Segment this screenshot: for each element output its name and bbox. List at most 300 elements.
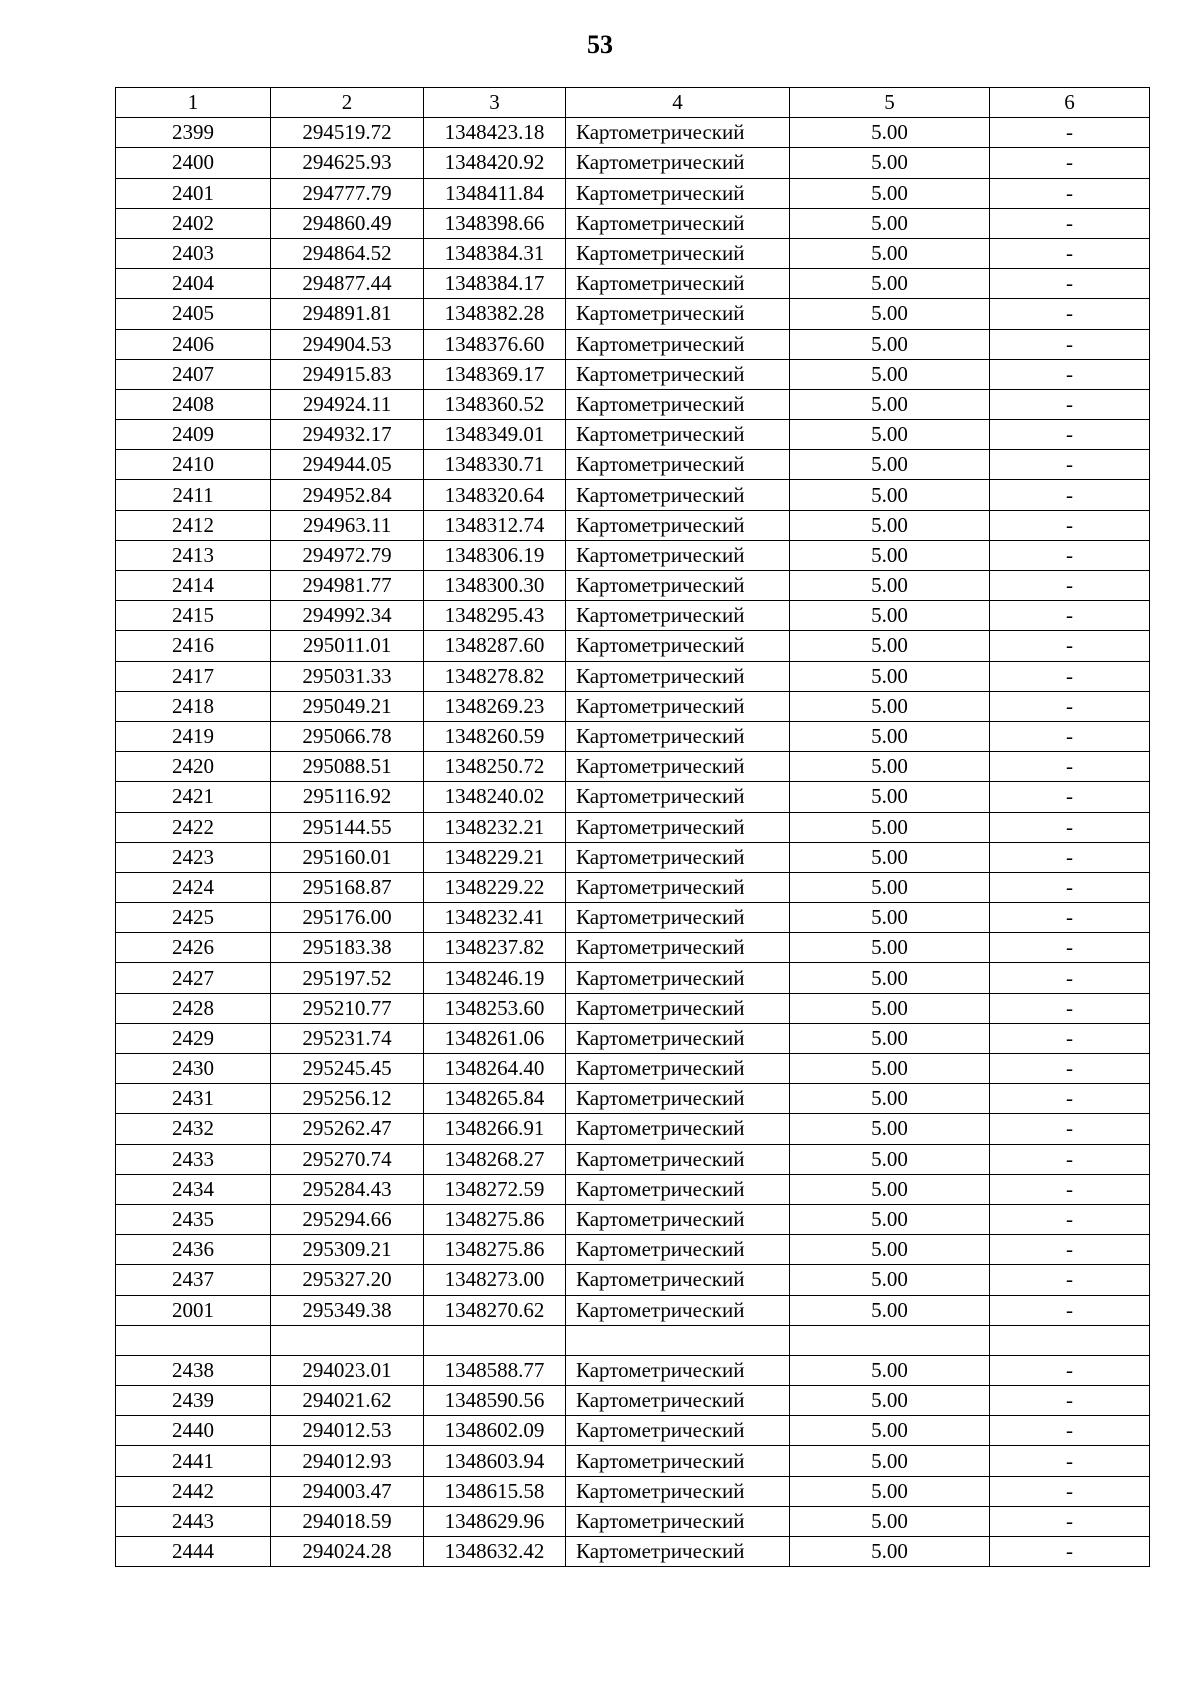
table-row xyxy=(116,1204,1150,1234)
table-row xyxy=(116,1114,1150,1144)
note-cell: - xyxy=(990,420,1150,450)
point-number-cell: 2400 xyxy=(116,148,271,178)
table-row xyxy=(116,1054,1150,1084)
table-row xyxy=(116,842,1150,872)
method-cell: Картометрический xyxy=(566,1114,790,1144)
point-number-cell: 2423 xyxy=(116,842,271,872)
y-coordinate-cell: 1348261.06 xyxy=(424,1023,566,1053)
accuracy-cell: 5.00 xyxy=(790,540,990,570)
y-coordinate-cell: 1348632.42 xyxy=(424,1537,566,1567)
x-coordinate-cell: 294012.93 xyxy=(271,1446,424,1476)
table-row xyxy=(116,571,1150,601)
method-cell: Картометрический xyxy=(566,691,790,721)
accuracy-cell: 5.00 xyxy=(790,1084,990,1114)
point-number-cell: 2432 xyxy=(116,1114,271,1144)
point-number-cell: 2442 xyxy=(116,1476,271,1506)
method-cell: Картометрический xyxy=(566,1446,790,1476)
y-coordinate-cell: 1348312.74 xyxy=(424,510,566,540)
point-number-cell: 2430 xyxy=(116,1054,271,1084)
note-cell: - xyxy=(990,1355,1150,1385)
method-cell: Картометрический xyxy=(566,903,790,933)
accuracy-cell: 5.00 xyxy=(790,389,990,419)
method-cell: Картометрический xyxy=(566,782,790,812)
accuracy-cell: 5.00 xyxy=(790,782,990,812)
point-number-cell: 2422 xyxy=(116,812,271,842)
x-coordinate-cell: 294944.05 xyxy=(271,450,424,480)
y-coordinate-cell: 1348376.60 xyxy=(424,329,566,359)
table-row xyxy=(116,359,1150,389)
method-cell: Картометрический xyxy=(566,1506,790,1536)
x-coordinate-cell: 294625.93 xyxy=(271,148,424,178)
y-coordinate-cell xyxy=(424,1325,566,1355)
point-number-cell: 2415 xyxy=(116,601,271,631)
y-coordinate-cell: 1348306.19 xyxy=(424,540,566,570)
method-cell: Картометрический xyxy=(566,1476,790,1506)
method-cell: Картометрический xyxy=(566,752,790,782)
method-cell: Картометрический xyxy=(566,1023,790,1053)
point-number-cell: 2416 xyxy=(116,631,271,661)
point-number-cell: 2417 xyxy=(116,661,271,691)
note-cell: - xyxy=(990,299,1150,329)
table-row xyxy=(116,1537,1150,1567)
point-number-cell: 2433 xyxy=(116,1144,271,1174)
point-number-cell: 2426 xyxy=(116,933,271,963)
note-cell: - xyxy=(990,148,1150,178)
method-cell: Картометрический xyxy=(566,1537,790,1567)
table-row xyxy=(116,1265,1150,1295)
method-cell: Картометрический xyxy=(566,1174,790,1204)
y-coordinate-cell: 1348615.58 xyxy=(424,1476,566,1506)
table-row xyxy=(116,1386,1150,1416)
point-number-cell: 2444 xyxy=(116,1537,271,1567)
method-cell: Картометрический xyxy=(566,1144,790,1174)
y-coordinate-cell: 1348268.27 xyxy=(424,1144,566,1174)
x-coordinate-cell: 295231.74 xyxy=(271,1023,424,1053)
y-coordinate-cell: 1348330.71 xyxy=(424,450,566,480)
y-coordinate-cell: 1348295.43 xyxy=(424,601,566,631)
note-cell: - xyxy=(990,963,1150,993)
accuracy-cell: 5.00 xyxy=(790,1174,990,1204)
y-coordinate-cell: 1348278.82 xyxy=(424,661,566,691)
accuracy-cell: 5.00 xyxy=(790,480,990,510)
table-row xyxy=(116,752,1150,782)
x-coordinate-cell: 295256.12 xyxy=(271,1084,424,1114)
note-cell: - xyxy=(990,872,1150,902)
accuracy-cell: 5.00 xyxy=(790,1476,990,1506)
point-number-cell: 2412 xyxy=(116,510,271,540)
point-number-cell: 2405 xyxy=(116,299,271,329)
point-number-cell: 2403 xyxy=(116,238,271,268)
note-cell: - xyxy=(990,1144,1150,1174)
accuracy-cell: 5.00 xyxy=(790,631,990,661)
point-number-cell: 2436 xyxy=(116,1235,271,1265)
y-coordinate-cell: 1348275.86 xyxy=(424,1235,566,1265)
table-row xyxy=(116,118,1150,148)
method-cell: Картометрический xyxy=(566,510,790,540)
x-coordinate-cell: 294012.53 xyxy=(271,1416,424,1446)
table-row xyxy=(116,389,1150,419)
table-row xyxy=(116,1295,1150,1325)
table-row xyxy=(116,1023,1150,1053)
header-row xyxy=(116,88,1150,118)
x-coordinate-cell: 295144.55 xyxy=(271,812,424,842)
note-cell: - xyxy=(990,571,1150,601)
table-row xyxy=(116,1355,1150,1385)
table-row xyxy=(116,1446,1150,1476)
y-coordinate-cell: 1348420.92 xyxy=(424,148,566,178)
table-row xyxy=(116,1084,1150,1114)
accuracy-cell: 5.00 xyxy=(790,1416,990,1446)
point-number-cell: 2409 xyxy=(116,420,271,450)
x-coordinate-cell: 294904.53 xyxy=(271,329,424,359)
table-row xyxy=(116,993,1150,1023)
table-row xyxy=(116,329,1150,359)
table-row xyxy=(116,480,1150,510)
table-row xyxy=(116,450,1150,480)
note-cell: - xyxy=(990,752,1150,782)
accuracy-cell: 5.00 xyxy=(790,238,990,268)
y-coordinate-cell: 1348229.21 xyxy=(424,842,566,872)
x-coordinate-cell: 295210.77 xyxy=(271,993,424,1023)
accuracy-cell: 5.00 xyxy=(790,872,990,902)
x-coordinate-cell: 295270.74 xyxy=(271,1144,424,1174)
point-number-cell: 2439 xyxy=(116,1386,271,1416)
x-coordinate-cell: 294777.79 xyxy=(271,178,424,208)
y-coordinate-cell: 1348250.72 xyxy=(424,752,566,782)
x-coordinate-cell: 295176.00 xyxy=(271,903,424,933)
x-coordinate-cell: 294932.17 xyxy=(271,420,424,450)
method-cell: Картометрический xyxy=(566,1054,790,1084)
table-header xyxy=(116,88,1150,118)
note-cell: - xyxy=(990,1114,1150,1144)
header-cell-4: 4 xyxy=(566,88,790,118)
method-cell: Картометрический xyxy=(566,420,790,450)
y-coordinate-cell: 1348369.17 xyxy=(424,359,566,389)
y-coordinate-cell: 1348384.31 xyxy=(424,238,566,268)
y-coordinate-cell: 1348382.28 xyxy=(424,299,566,329)
accuracy-cell: 5.00 xyxy=(790,359,990,389)
note-cell: - xyxy=(990,903,1150,933)
y-coordinate-cell: 1348253.60 xyxy=(424,993,566,1023)
table-body xyxy=(116,118,1150,1567)
x-coordinate-cell: 295262.47 xyxy=(271,1114,424,1144)
table-row xyxy=(116,178,1150,208)
method-cell: Картометрический xyxy=(566,480,790,510)
accuracy-cell: 5.00 xyxy=(790,1506,990,1536)
point-number-cell: 2408 xyxy=(116,389,271,419)
point-number-cell: 2425 xyxy=(116,903,271,933)
note-cell: - xyxy=(990,933,1150,963)
point-number-cell: 2435 xyxy=(116,1204,271,1234)
header-cell-6: 6 xyxy=(990,88,1150,118)
note-cell: - xyxy=(990,329,1150,359)
x-coordinate-cell: 295245.45 xyxy=(271,1054,424,1084)
point-number-cell: 2424 xyxy=(116,872,271,902)
x-coordinate-cell: 294018.59 xyxy=(271,1506,424,1536)
table-row xyxy=(116,1235,1150,1265)
table-row xyxy=(116,721,1150,751)
point-number-cell: 2399 xyxy=(116,118,271,148)
note-cell xyxy=(990,1325,1150,1355)
x-coordinate-cell: 294915.83 xyxy=(271,359,424,389)
x-coordinate-cell: 294021.62 xyxy=(271,1386,424,1416)
coordinates-table xyxy=(115,87,1150,1567)
accuracy-cell: 5.00 xyxy=(790,1295,990,1325)
accuracy-cell: 5.00 xyxy=(790,178,990,208)
method-cell: Картометрический xyxy=(566,571,790,601)
note-cell: - xyxy=(990,1023,1150,1053)
y-coordinate-cell: 1348240.02 xyxy=(424,782,566,812)
note-cell: - xyxy=(990,1204,1150,1234)
point-number-cell: 2406 xyxy=(116,329,271,359)
note-cell: - xyxy=(990,721,1150,751)
method-cell: Картометрический xyxy=(566,178,790,208)
note-cell: - xyxy=(990,1537,1150,1567)
method-cell: Картометрический xyxy=(566,1204,790,1234)
method-cell: Картометрический xyxy=(566,1355,790,1385)
method-cell xyxy=(566,1325,790,1355)
x-coordinate-cell: 295116.92 xyxy=(271,782,424,812)
y-coordinate-cell: 1348629.96 xyxy=(424,1506,566,1536)
accuracy-cell: 5.00 xyxy=(790,1114,990,1144)
x-coordinate-cell: 295066.78 xyxy=(271,721,424,751)
point-number-cell: 2431 xyxy=(116,1084,271,1114)
method-cell: Картометрический xyxy=(566,148,790,178)
y-coordinate-cell: 1348590.56 xyxy=(424,1386,566,1416)
point-number-cell: 2402 xyxy=(116,208,271,238)
accuracy-cell: 5.00 xyxy=(790,903,990,933)
x-coordinate-cell: 294864.52 xyxy=(271,238,424,268)
header-cell-3: 3 xyxy=(424,88,566,118)
point-number-cell: 2421 xyxy=(116,782,271,812)
accuracy-cell: 5.00 xyxy=(790,208,990,238)
note-cell: - xyxy=(990,661,1150,691)
y-coordinate-cell: 1348264.40 xyxy=(424,1054,566,1084)
accuracy-cell: 5.00 xyxy=(790,1235,990,1265)
x-coordinate-cell: 294023.01 xyxy=(271,1355,424,1385)
note-cell: - xyxy=(990,601,1150,631)
x-coordinate-cell: 294024.28 xyxy=(271,1537,424,1567)
point-number-cell xyxy=(116,1325,271,1355)
x-coordinate-cell: 295183.38 xyxy=(271,933,424,963)
x-coordinate-cell: 295049.21 xyxy=(271,691,424,721)
table-row xyxy=(116,933,1150,963)
note-cell: - xyxy=(990,269,1150,299)
note-cell: - xyxy=(990,1476,1150,1506)
note-cell: - xyxy=(990,389,1150,419)
method-cell: Картометрический xyxy=(566,118,790,148)
accuracy-cell: 5.00 xyxy=(790,812,990,842)
y-coordinate-cell: 1348349.01 xyxy=(424,420,566,450)
accuracy-cell: 5.00 xyxy=(790,993,990,1023)
table-row xyxy=(116,601,1150,631)
y-coordinate-cell: 1348266.91 xyxy=(424,1114,566,1144)
accuracy-cell: 5.00 xyxy=(790,420,990,450)
point-number-cell: 2410 xyxy=(116,450,271,480)
method-cell: Картометрический xyxy=(566,993,790,1023)
method-cell: Картометрический xyxy=(566,208,790,238)
y-coordinate-cell: 1348232.21 xyxy=(424,812,566,842)
note-cell: - xyxy=(990,1084,1150,1114)
note-cell: - xyxy=(990,993,1150,1023)
method-cell: Картометрический xyxy=(566,1416,790,1446)
accuracy-cell: 5.00 xyxy=(790,450,990,480)
note-cell: - xyxy=(990,1265,1150,1295)
note-cell: - xyxy=(990,782,1150,812)
accuracy-cell: 5.00 xyxy=(790,1446,990,1476)
x-coordinate-cell: 294972.79 xyxy=(271,540,424,570)
point-number-cell: 2441 xyxy=(116,1446,271,1476)
method-cell: Картометрический xyxy=(566,631,790,661)
point-number-cell: 2427 xyxy=(116,963,271,993)
x-coordinate-cell: 295168.87 xyxy=(271,872,424,902)
method-cell: Картометрический xyxy=(566,450,790,480)
header-cell-1: 1 xyxy=(116,88,271,118)
accuracy-cell: 5.00 xyxy=(790,842,990,872)
x-coordinate-cell: 295197.52 xyxy=(271,963,424,993)
table-row xyxy=(116,208,1150,238)
note-cell: - xyxy=(990,208,1150,238)
accuracy-cell: 5.00 xyxy=(790,148,990,178)
x-coordinate-cell: 294963.11 xyxy=(271,510,424,540)
point-number-cell: 2413 xyxy=(116,540,271,570)
note-cell: - xyxy=(990,540,1150,570)
x-coordinate-cell: 294891.81 xyxy=(271,299,424,329)
y-coordinate-cell: 1348246.19 xyxy=(424,963,566,993)
note-cell: - xyxy=(990,1295,1150,1325)
accuracy-cell: 5.00 xyxy=(790,1023,990,1053)
note-cell: - xyxy=(990,178,1150,208)
accuracy-cell: 5.00 xyxy=(790,721,990,751)
note-cell: - xyxy=(990,118,1150,148)
accuracy-cell: 5.00 xyxy=(790,1144,990,1174)
accuracy-cell: 5.00 xyxy=(790,1265,990,1295)
method-cell: Картометрический xyxy=(566,389,790,419)
accuracy-cell: 5.00 xyxy=(790,1204,990,1234)
point-number-cell: 2419 xyxy=(116,721,271,751)
y-coordinate-cell: 1348270.62 xyxy=(424,1295,566,1325)
x-coordinate-cell: 294981.77 xyxy=(271,571,424,601)
table-row xyxy=(116,963,1150,993)
header-cell-5: 5 xyxy=(790,88,990,118)
table-row xyxy=(116,1506,1150,1536)
method-cell: Картометрический xyxy=(566,1235,790,1265)
note-cell: - xyxy=(990,480,1150,510)
method-cell: Картометрический xyxy=(566,1084,790,1114)
accuracy-cell: 5.00 xyxy=(790,329,990,359)
method-cell: Картометрический xyxy=(566,359,790,389)
table-row xyxy=(116,238,1150,268)
point-number-cell: 2437 xyxy=(116,1265,271,1295)
table-row xyxy=(116,269,1150,299)
y-coordinate-cell: 1348300.30 xyxy=(424,571,566,601)
y-coordinate-cell: 1348260.59 xyxy=(424,721,566,751)
note-cell: - xyxy=(990,1416,1150,1446)
method-cell: Картометрический xyxy=(566,1265,790,1295)
method-cell: Картометрический xyxy=(566,661,790,691)
x-coordinate-cell: 294952.84 xyxy=(271,480,424,510)
y-coordinate-cell: 1348411.84 xyxy=(424,178,566,208)
point-number-cell: 2407 xyxy=(116,359,271,389)
point-number-cell: 2401 xyxy=(116,178,271,208)
table-row xyxy=(116,691,1150,721)
point-number-cell: 2404 xyxy=(116,269,271,299)
accuracy-cell xyxy=(790,1325,990,1355)
point-number-cell: 2428 xyxy=(116,993,271,1023)
y-coordinate-cell: 1348287.60 xyxy=(424,631,566,661)
method-cell: Картометрический xyxy=(566,601,790,631)
method-cell: Картометрический xyxy=(566,238,790,268)
note-cell: - xyxy=(990,510,1150,540)
table-row xyxy=(116,782,1150,812)
point-number-cell: 2443 xyxy=(116,1506,271,1536)
y-coordinate-cell: 1348423.18 xyxy=(424,118,566,148)
method-cell: Картометрический xyxy=(566,812,790,842)
x-coordinate-cell: 295294.66 xyxy=(271,1204,424,1234)
x-coordinate-cell: 295284.43 xyxy=(271,1174,424,1204)
header-cell-2: 2 xyxy=(271,88,424,118)
accuracy-cell: 5.00 xyxy=(790,933,990,963)
y-coordinate-cell: 1348398.66 xyxy=(424,208,566,238)
accuracy-cell: 5.00 xyxy=(790,601,990,631)
point-number-cell: 2414 xyxy=(116,571,271,601)
blank-separator-row xyxy=(116,1325,1150,1355)
method-cell: Картометрический xyxy=(566,721,790,751)
table-row xyxy=(116,903,1150,933)
table-row xyxy=(116,1144,1150,1174)
x-coordinate-cell: 294877.44 xyxy=(271,269,424,299)
x-coordinate-cell xyxy=(271,1325,424,1355)
accuracy-cell: 5.00 xyxy=(790,752,990,782)
y-coordinate-cell: 1348588.77 xyxy=(424,1355,566,1385)
table-row xyxy=(116,299,1150,329)
method-cell: Картометрический xyxy=(566,872,790,902)
note-cell: - xyxy=(990,631,1150,661)
x-coordinate-cell: 294924.11 xyxy=(271,389,424,419)
accuracy-cell: 5.00 xyxy=(790,571,990,601)
accuracy-cell: 5.00 xyxy=(790,1054,990,1084)
x-coordinate-cell: 295031.33 xyxy=(271,661,424,691)
table-row xyxy=(116,1476,1150,1506)
point-number-cell: 2434 xyxy=(116,1174,271,1204)
note-cell: - xyxy=(990,1446,1150,1476)
note-cell: - xyxy=(990,238,1150,268)
y-coordinate-cell: 1348237.82 xyxy=(424,933,566,963)
method-cell: Картометрический xyxy=(566,269,790,299)
table-row xyxy=(116,148,1150,178)
method-cell: Картометрический xyxy=(566,963,790,993)
x-coordinate-cell: 294003.47 xyxy=(271,1476,424,1506)
y-coordinate-cell: 1348384.17 xyxy=(424,269,566,299)
table-row xyxy=(116,510,1150,540)
y-coordinate-cell: 1348602.09 xyxy=(424,1416,566,1446)
note-cell: - xyxy=(990,1235,1150,1265)
x-coordinate-cell: 294860.49 xyxy=(271,208,424,238)
note-cell: - xyxy=(990,359,1150,389)
y-coordinate-cell: 1348603.94 xyxy=(424,1446,566,1476)
method-cell: Картометрический xyxy=(566,299,790,329)
x-coordinate-cell: 294519.72 xyxy=(271,118,424,148)
y-coordinate-cell: 1348232.41 xyxy=(424,903,566,933)
method-cell: Картометрический xyxy=(566,842,790,872)
table-row xyxy=(116,1416,1150,1446)
y-coordinate-cell: 1348265.84 xyxy=(424,1084,566,1114)
x-coordinate-cell: 294992.34 xyxy=(271,601,424,631)
note-cell: - xyxy=(990,1386,1150,1416)
y-coordinate-cell: 1348272.59 xyxy=(424,1174,566,1204)
table-row xyxy=(116,661,1150,691)
y-coordinate-cell: 1348229.22 xyxy=(424,872,566,902)
